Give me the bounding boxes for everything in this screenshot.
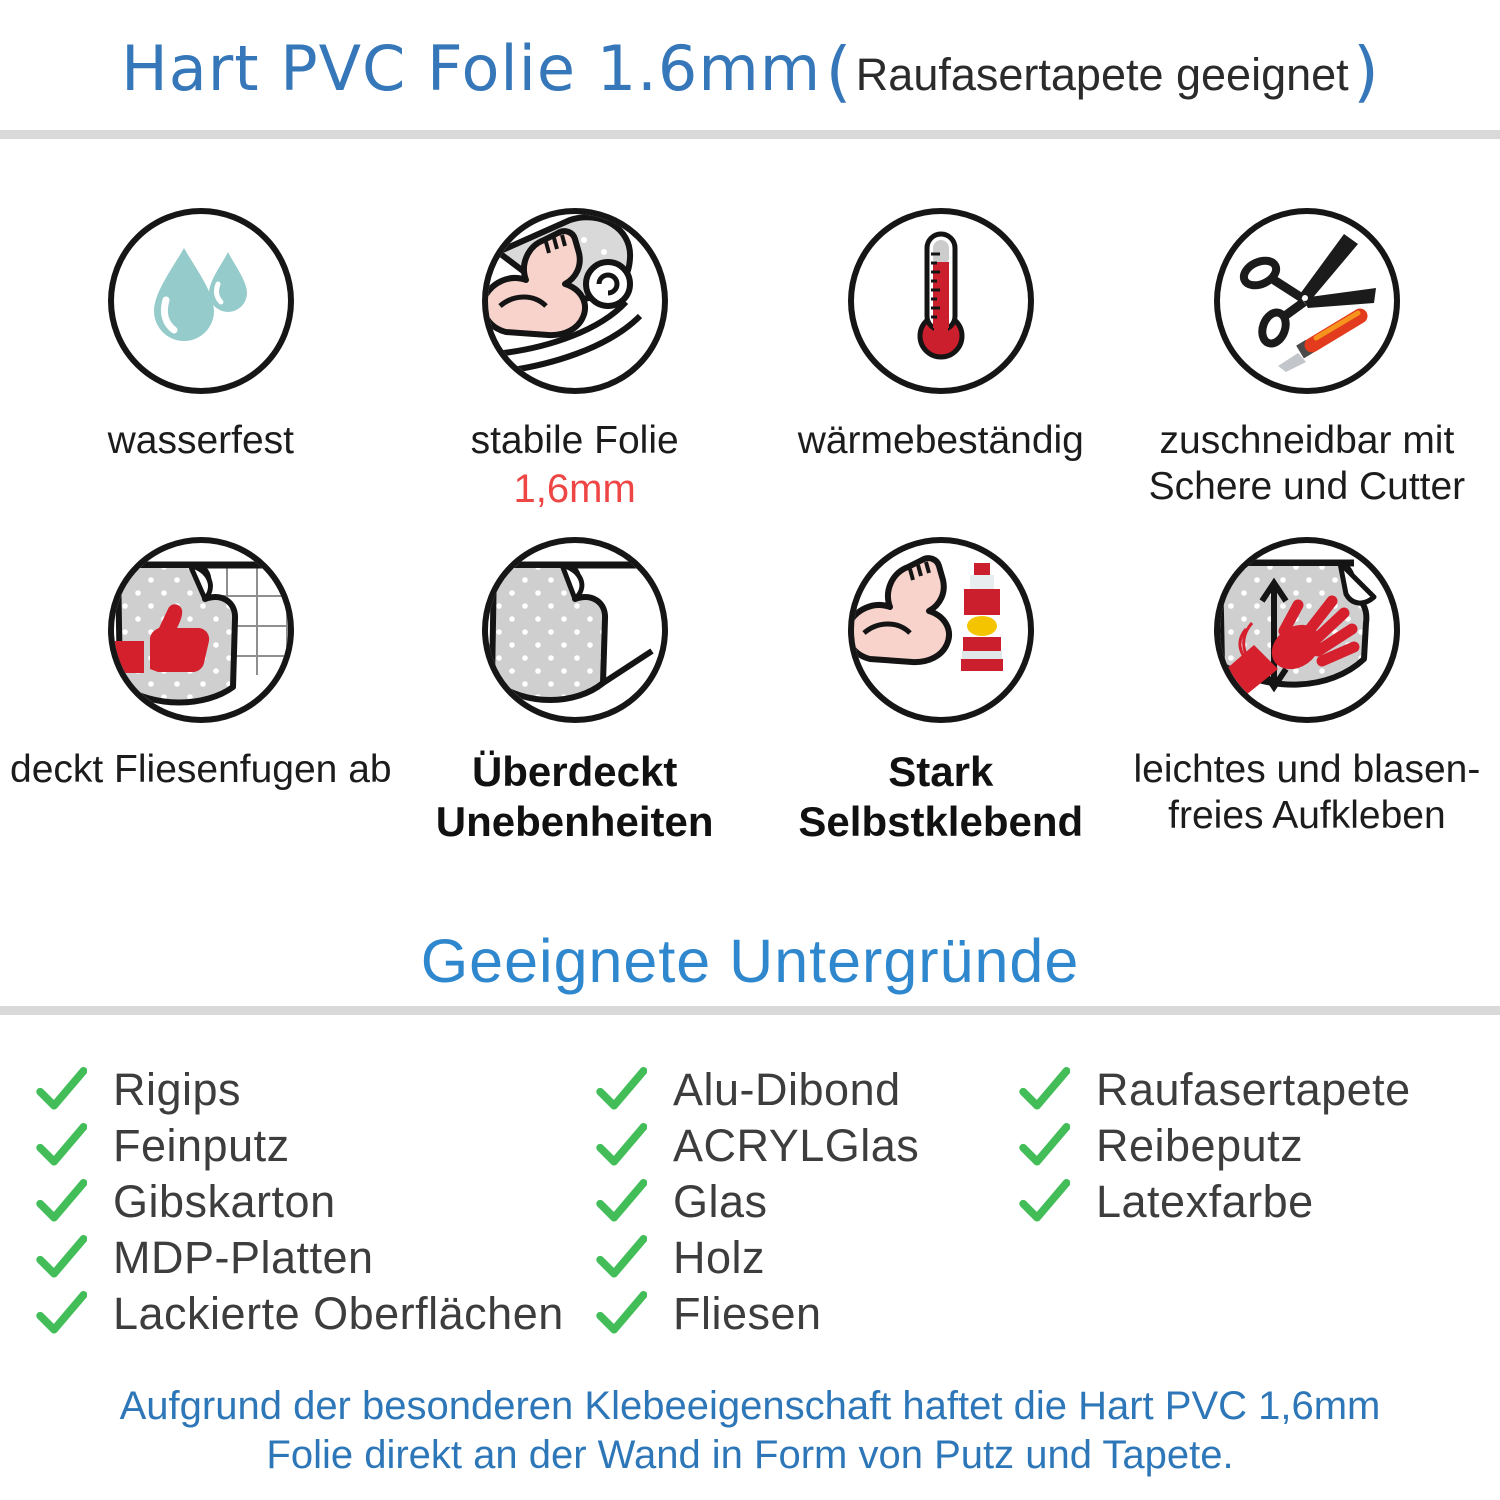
list-item: [595, 1174, 1018, 1230]
check-icon: [35, 1232, 87, 1284]
feature-caption: wärmebeständig: [797, 419, 1084, 462]
feature-bubble-free-application: [1133, 535, 1480, 847]
list-item: [35, 1174, 595, 1230]
feature-caption: leichtes und blasen- freies Aufkleben: [1133, 748, 1481, 837]
bubble-free-application-icon: [1212, 535, 1402, 725]
surface-label: MDP-Platten: [113, 1232, 374, 1283]
list-item: [595, 1286, 1018, 1342]
feature-grid: [10, 206, 1490, 847]
feature-cuttable: [1149, 206, 1466, 514]
feature-caption: deckt Fliesenfugen ab: [10, 748, 392, 791]
tile-joint-cover-icon: [106, 535, 296, 725]
surface-column-2: [595, 1062, 1018, 1342]
check-icon: [595, 1176, 647, 1228]
surface-label: Fliesen: [673, 1288, 822, 1339]
check-icon: [1018, 1120, 1070, 1172]
surface-column-1: [35, 1062, 595, 1342]
list-item: [35, 1062, 595, 1118]
foil-thickness-note: 1,6mm: [513, 467, 636, 511]
feature-caption: Überdeckt Unebenheiten: [435, 748, 714, 845]
check-icon: [595, 1120, 647, 1172]
check-icon: [35, 1064, 87, 1116]
strong-self-adhesive-icon: [846, 535, 1036, 725]
scissors-and-cutter-icon: [1212, 206, 1402, 396]
check-icon: [595, 1064, 647, 1116]
check-icon: [35, 1120, 87, 1172]
title-subtitle: Raufasertapete geeignet: [855, 49, 1349, 100]
surface-column-3: [1018, 1062, 1500, 1342]
list-item: [595, 1118, 1018, 1174]
feature-caption: stabile Folie: [470, 419, 679, 462]
surface-label: Latexfarbe: [1096, 1176, 1314, 1227]
footer-note: [0, 1382, 1500, 1480]
feature-waterproof: [106, 206, 296, 514]
title-paren-open: (: [825, 33, 852, 110]
divider-top: [0, 130, 1500, 139]
list-item: [595, 1230, 1018, 1286]
feature-stable-foil: [471, 206, 679, 514]
check-icon: [35, 1288, 87, 1340]
surface-label: Gibskarton: [113, 1176, 336, 1227]
water-drops-icon: [106, 206, 296, 396]
check-icon: [35, 1176, 87, 1228]
divider-middle: [0, 1006, 1500, 1015]
feature-self-adhesive: [798, 535, 1083, 847]
feature-covers-tile-joints: [10, 535, 392, 847]
list-item: [1018, 1174, 1500, 1230]
covers-unevenness-icon: [480, 535, 670, 725]
surface-label: Lackierte Oberflächen: [113, 1288, 564, 1339]
surface-label: Reibeputz: [1096, 1120, 1304, 1171]
surface-label: Glas: [673, 1176, 768, 1227]
surface-label: Feinputz: [113, 1120, 290, 1171]
surface-label: Alu-Dibond: [673, 1064, 901, 1115]
list-item: [35, 1286, 595, 1342]
list-item: [1018, 1118, 1500, 1174]
list-item: [1018, 1062, 1500, 1118]
feature-caption: wasserfest: [107, 419, 294, 462]
surface-label: Rigips: [113, 1064, 242, 1115]
check-icon: [1018, 1176, 1070, 1228]
footer-line-1: Aufgrund der besonderen Klebeeigenschaft haftet die Hart PVC 1,6mm: [119, 1384, 1381, 1428]
footer-line-2: Folie direkt an der Wand in Form von Putz und Tapete.: [266, 1433, 1234, 1477]
title-main: Hart PVC Folie 1.6mm: [121, 32, 822, 105]
surface-label: Holz: [673, 1232, 766, 1283]
thermometer-icon: [846, 206, 1036, 396]
feature-covers-unevenness: [436, 535, 714, 847]
section-title-suitable-surfaces: Geeignete Untergründe: [420, 927, 1080, 995]
page-title: [0, 32, 1500, 110]
surface-label: Raufasertapete: [1096, 1064, 1411, 1115]
check-icon: [595, 1232, 647, 1284]
feature-heat-resistant: [798, 206, 1084, 514]
list-item: [35, 1230, 595, 1286]
list-item: [595, 1062, 1018, 1118]
surface-label: ACRYLGlas: [673, 1120, 920, 1171]
check-icon: [595, 1288, 647, 1340]
feature-caption: zuschneidbar mit Schere und Cutter: [1148, 419, 1466, 508]
strong-foil-icon: [480, 206, 670, 396]
list-item: [35, 1118, 595, 1174]
surface-list: [0, 1062, 1500, 1342]
title-paren-close: ): [1353, 33, 1379, 110]
check-icon: [1018, 1064, 1070, 1116]
feature-caption: Stark Selbstklebend: [798, 748, 1084, 845]
